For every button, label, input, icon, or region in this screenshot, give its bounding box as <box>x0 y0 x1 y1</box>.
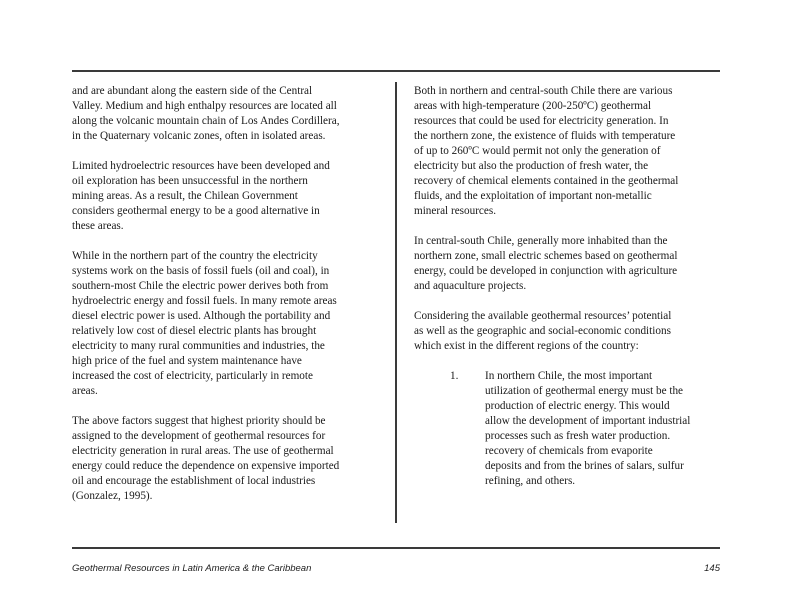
text-line: northern zone, small electric schemes based on geothermal <box>414 250 678 262</box>
paragraph <box>414 84 704 219</box>
text-line: recovery of chemical elements contained in the geothermal <box>414 175 679 187</box>
list-number: 1. <box>450 370 459 382</box>
text-line: The above factors suggest that highest priority should be <box>72 415 326 427</box>
text-line: these areas. <box>72 220 124 232</box>
text-line: hydroelectric energy and fossil fuels. In many remote areas <box>72 295 337 307</box>
footer-title: Geothermal Resources in Latin America & the Caribbean <box>72 563 312 574</box>
text-line: In northern Chile, the most important <box>485 370 653 382</box>
right-column <box>414 84 704 489</box>
text-line: processes such as fresh water production. <box>485 430 671 442</box>
column-divider <box>395 82 397 523</box>
paragraph <box>72 414 362 504</box>
text-line: as well as the geographic and social-economic conditions <box>414 325 671 337</box>
text-line: (Gonzalez, 1995). <box>72 490 153 502</box>
text-line: production of electric energy. This would <box>485 400 670 412</box>
left-column <box>72 84 362 519</box>
text-line: oil exploration has been unsuccessful in the northern <box>72 175 308 187</box>
text-line: of up to 260ºC would permit not only the generation of <box>414 145 661 157</box>
text-line: areas with high-temperature (200-250ºC) geothermal <box>414 100 652 112</box>
text-line: deposits and from the brines of salars, sulfur <box>485 460 684 472</box>
text-line: high price of the fuel and system maintenance have <box>72 355 302 367</box>
page-number: 145 <box>704 563 720 574</box>
text-line: utilization of geothermal energy must be the <box>485 385 684 397</box>
text-line: electricity generation in rural areas. The use of geothermal <box>72 445 334 457</box>
text-line: mining areas. As a result, the Chilean Government <box>72 190 298 202</box>
text-line: southern-most Chile the electric power derives both from <box>72 280 329 292</box>
text-line: Limited hydroelectric resources have been developed and <box>72 160 330 172</box>
paragraph <box>72 249 362 399</box>
text-line: electricity but also the production of fresh water, the <box>414 160 649 172</box>
footer-rule <box>72 547 720 549</box>
text-line: electricity to many rural communities and industries, the <box>72 340 325 352</box>
text-line: resources that could be used for electricity generation. In <box>414 115 669 127</box>
text-line: considers geothermal energy to be a good alternative in <box>72 205 320 217</box>
text-line: the northern zone, the existence of fluids with temperature <box>414 130 676 142</box>
numbered-list-item <box>414 369 704 489</box>
list-item-body <box>485 369 704 489</box>
text-line: oil and encourage the establishment of local industries <box>72 475 316 487</box>
text-line: and aquaculture projects. <box>414 280 527 292</box>
text-line: allow the development of important industrial <box>485 415 691 427</box>
paragraph <box>414 234 704 294</box>
text-line: refining, and others. <box>485 475 576 487</box>
text-line: fluids, and the exploitation of important non-metallic <box>414 190 652 202</box>
text-line: While in the northern part of the country the electricity <box>72 250 318 262</box>
paragraph <box>414 309 704 354</box>
text-line: mineral resources. <box>414 205 497 217</box>
text-line: along the volcanic mountain chain of Los Andes Cordillera, <box>72 115 340 127</box>
paragraph <box>72 84 362 144</box>
text-line: increased the cost of electricity, particularly in remote <box>72 370 313 382</box>
text-line: energy, could be developed in conjunction with agriculture <box>414 265 678 277</box>
text-line: Both in northern and central-south Chile there are various <box>414 85 673 97</box>
text-line: Valley. Medium and high enthalpy resources are located all <box>72 100 337 112</box>
text-line: diesel electric power is used. Although the portability and <box>72 310 331 322</box>
text-line: relatively low cost of diesel electric plants has brought <box>72 325 317 337</box>
text-line: systems work on the basis of fossil fuels (oil and coal), in <box>72 265 330 277</box>
text-line: which exist in the different regions of the country: <box>414 340 639 352</box>
text-line: and are abundant along the eastern side of the Central <box>72 85 313 97</box>
text-line: recovery of chemicals from evaporite <box>485 445 653 457</box>
text-line: Considering the available geothermal resources’ potential <box>414 310 672 322</box>
paragraph <box>72 159 362 234</box>
text-line: assigned to the development of geothermal resources for <box>72 430 326 442</box>
header-rule <box>72 70 720 72</box>
text-line: in the Quaternary volcanic zones, often in isolated areas. <box>72 130 326 142</box>
text-line: energy could reduce the dependence on expensive imported <box>72 460 340 472</box>
text-line: areas. <box>72 385 98 397</box>
text-line: In central-south Chile, generally more inhabited than the <box>414 235 668 247</box>
